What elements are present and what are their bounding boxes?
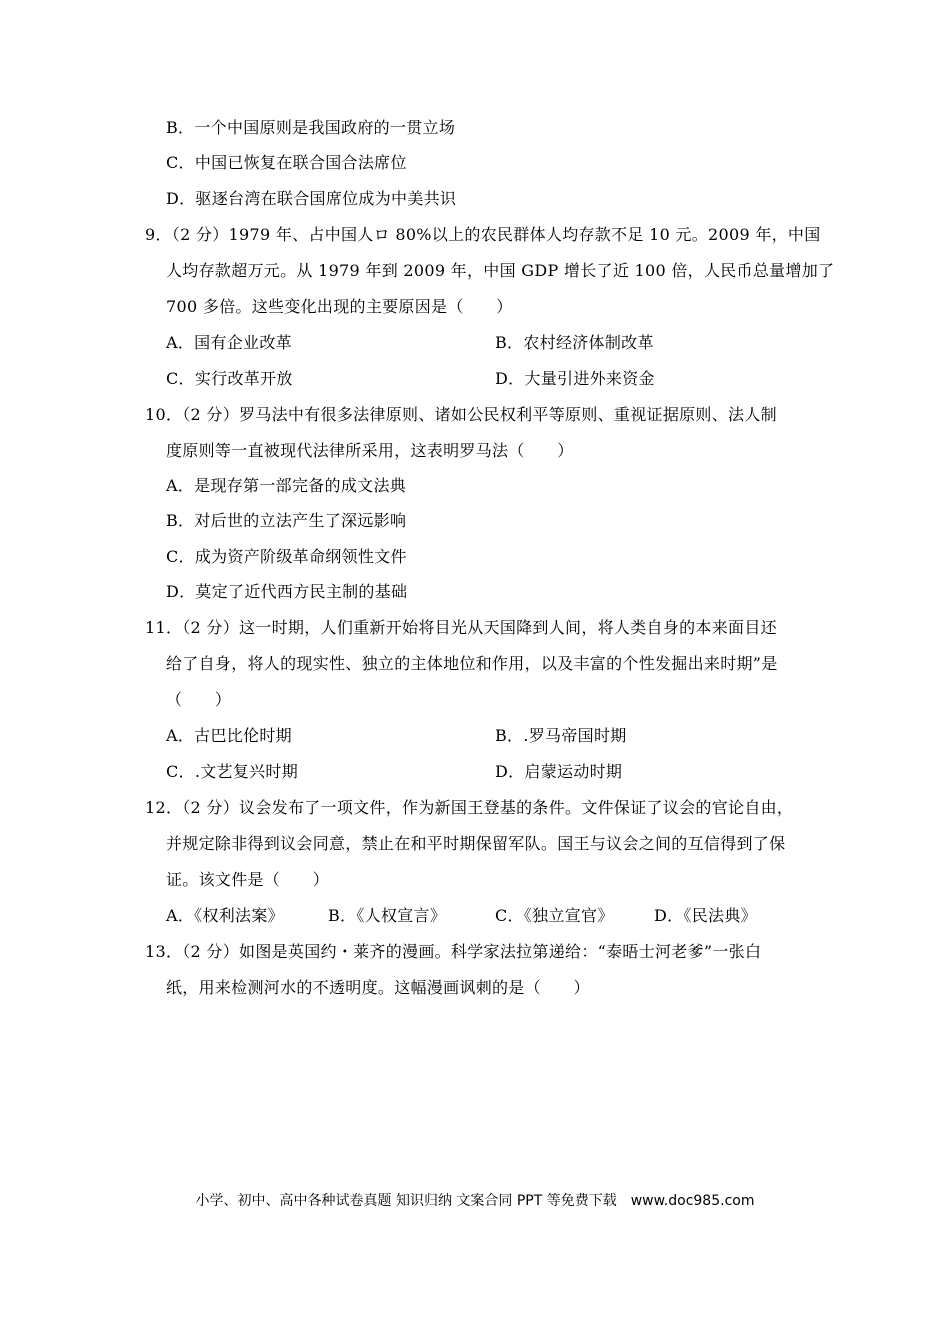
q12-stem-line3: 证。该文件是（ ） xyxy=(166,870,330,889)
q10-option-d: D．莫定了近代西方民主制的基础 xyxy=(166,582,408,601)
q11-stem-line1: 11．（2 分）这一时期，人们重新开始将目光从天国降到人间，将人类自身的本来面目还 xyxy=(145,618,777,637)
q9-option-d: D．大量引进外来资金 xyxy=(495,369,655,388)
q11-option-c: C．.文艺复兴时期 xyxy=(166,762,299,781)
q9-stem-line3: 700 多倍。这些变化出现的主要原因是（ ） xyxy=(166,297,513,316)
q12-option-b: B．《人权宣言》 xyxy=(328,906,447,925)
q10-stem-line2: 度原则等一直被现代法律所采用，这表明罗马法（ ） xyxy=(166,441,574,460)
q12-option-d: D．《民法典》 xyxy=(654,906,757,925)
q13-stem-line1: 13．（2 分）如图是英国约・莱齐的漫画。科学家法拉第递给：“泰晤士河老爹”一张白 xyxy=(145,942,762,961)
q10-option-a: A．是现存第一部完备的成文法典 xyxy=(166,476,407,495)
q9-option-c: C．实行改革开放 xyxy=(166,369,293,388)
q10-option-c: C．成为资产阶级革命纲领性文件 xyxy=(166,547,407,566)
q9-option-a: A．国有企业改革 xyxy=(166,333,292,352)
q9-stem-line2: 人均存款超万元。从 1979 年到 2009 年，中国 GDP 增长了近 100 倍，人民币总量增加了 xyxy=(166,261,835,280)
q12-option-c: C．《独立宣官》 xyxy=(495,906,614,925)
q11-option-a: A．古巴比伦时期 xyxy=(166,726,292,745)
q10-stem-line1: 10．（2 分）罗马法中有很多法律原则、诸如公民权利平等原则、重视证据原则、法人制 xyxy=(145,405,777,424)
q13-stem-line2: 纸，用来检测河水的不透明度。这幅漫画讽刺的是（ ） xyxy=(166,978,590,997)
q12-stem-line1: 12．（2 分）议会发布了一项文件，作为新国王登基的条件。文件保证了议会的官论自由， xyxy=(145,798,794,817)
q10-option-b: B．对后世的立法产生了深远影响 xyxy=(166,511,407,530)
q12-option-a: A．《权利法案》 xyxy=(166,906,284,925)
q9-option-b: B．农村经济体制改革 xyxy=(495,333,654,352)
q12-stem-line2: 并规定除非得到议会同意，禁止在和平时期保留军队。国王与议会之间的互信得到了保 xyxy=(166,834,786,853)
q8-option-d: D．驱逐台湾在联合国席位成为中美共识 xyxy=(166,189,457,208)
q11-stem-line2: 给了自身，将人的现实性、独立的主体地位和作用，以及丰富的个性发掘出来时期”是 xyxy=(166,654,778,673)
q9-stem-line1: 9．（2 分）1979 年、占中国人ロ 80%以上的农民群体人均存款不足 10 元。2009 年，中国 xyxy=(145,225,821,244)
q11-stem-line3: （ ） xyxy=(166,690,232,709)
q8-option-c: C．中国已恢复在联合国合法席位 xyxy=(166,153,407,172)
page-footer: 小学、初中、高中各种试卷真题 知识归纳 文案合同 PPT 等免费下载 www.doc985.com xyxy=(195,1193,755,1209)
q11-option-d: D．启蒙运动时期 xyxy=(495,762,623,781)
q11-option-b: B．.罗马帝国时期 xyxy=(495,726,627,745)
q8-option-b: B．一个中国原则是我国政府的一贯立场 xyxy=(166,118,456,137)
